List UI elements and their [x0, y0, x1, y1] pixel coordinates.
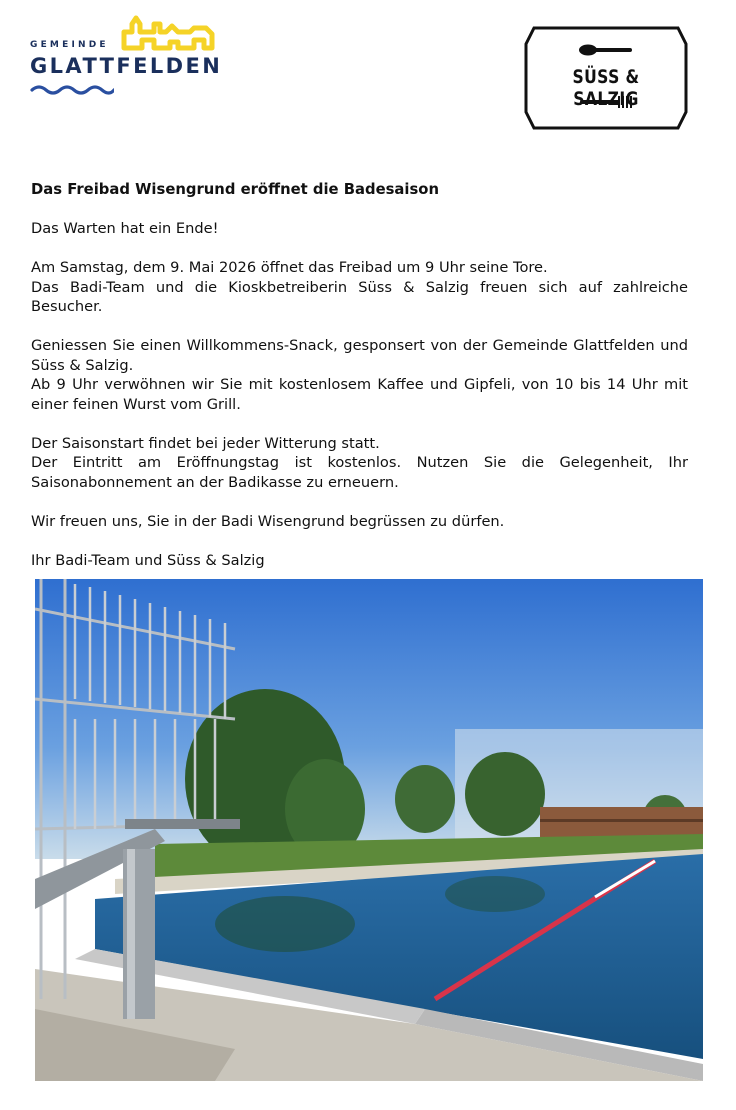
- article-title: Das Freibad Wisengrund eröffnet die Badesaison: [31, 181, 439, 198]
- waves-logo-icon: [30, 84, 114, 96]
- municipality-small-label: GEMEINDE: [30, 40, 109, 50]
- castle-logo-icon: [120, 10, 220, 52]
- paragraph-line: Das Badi-Team und die Kioskbetreiberin Süss & Salzig freuen sich auf zahlreiche Besucher.: [31, 278, 688, 315]
- glattfelden-logo: [30, 10, 230, 100]
- paragraph-line: Ihr Badi-Team und Süss & Salzig: [31, 551, 265, 569]
- suess-salzig-logo: [524, 26, 688, 130]
- paragraph-line: Wir freuen uns, Sie in der Badi Wisengrund begrüssen zu dürfen.: [31, 512, 505, 530]
- paragraph-welcome: [31, 512, 688, 532]
- paragraph-snack: [31, 336, 688, 414]
- paragraph-line: Geniessen Sie einen Willkommens-Snack, gesponsert von der Gemeinde Glattfelden und Süss & Salzig.: [31, 337, 688, 374]
- paragraph-line: Der Saisonstart findet bei jeder Witterung statt.: [31, 434, 380, 452]
- paragraph-opening-date: [31, 258, 688, 317]
- paragraph-line: Das Warten hat ein Ende!: [31, 220, 219, 237]
- kiosk-brand-name: SÜSS & SALZIG: [572, 66, 640, 110]
- municipality-name: GLATTFELDEN: [30, 54, 223, 78]
- paragraph-signature: [31, 551, 688, 571]
- paragraph-line: Der Eintritt am Eröffnungstag ist kostenlos. Nutzen Sie die Gelegenheit, Ihr Saisonabonnement an der Badikasse zu erneuern.: [31, 454, 688, 491]
- paragraph-line: Ab 9 Uhr verwöhnen wir Sie mit kostenlosem Kaffee und Gipfeli, von 10 bis 14 Uhr mit einer feinen Wurst vom Grill.: [31, 376, 688, 413]
- article: [31, 180, 688, 570]
- paragraph-greeting: [31, 219, 688, 239]
- paragraph-line: Am Samstag, dem 9. Mai 2026 öffnet das Freibad um 9 Uhr seine Tore.: [31, 259, 548, 276]
- pool-photo: [35, 579, 703, 1081]
- paragraph-weather-entry: [31, 434, 688, 493]
